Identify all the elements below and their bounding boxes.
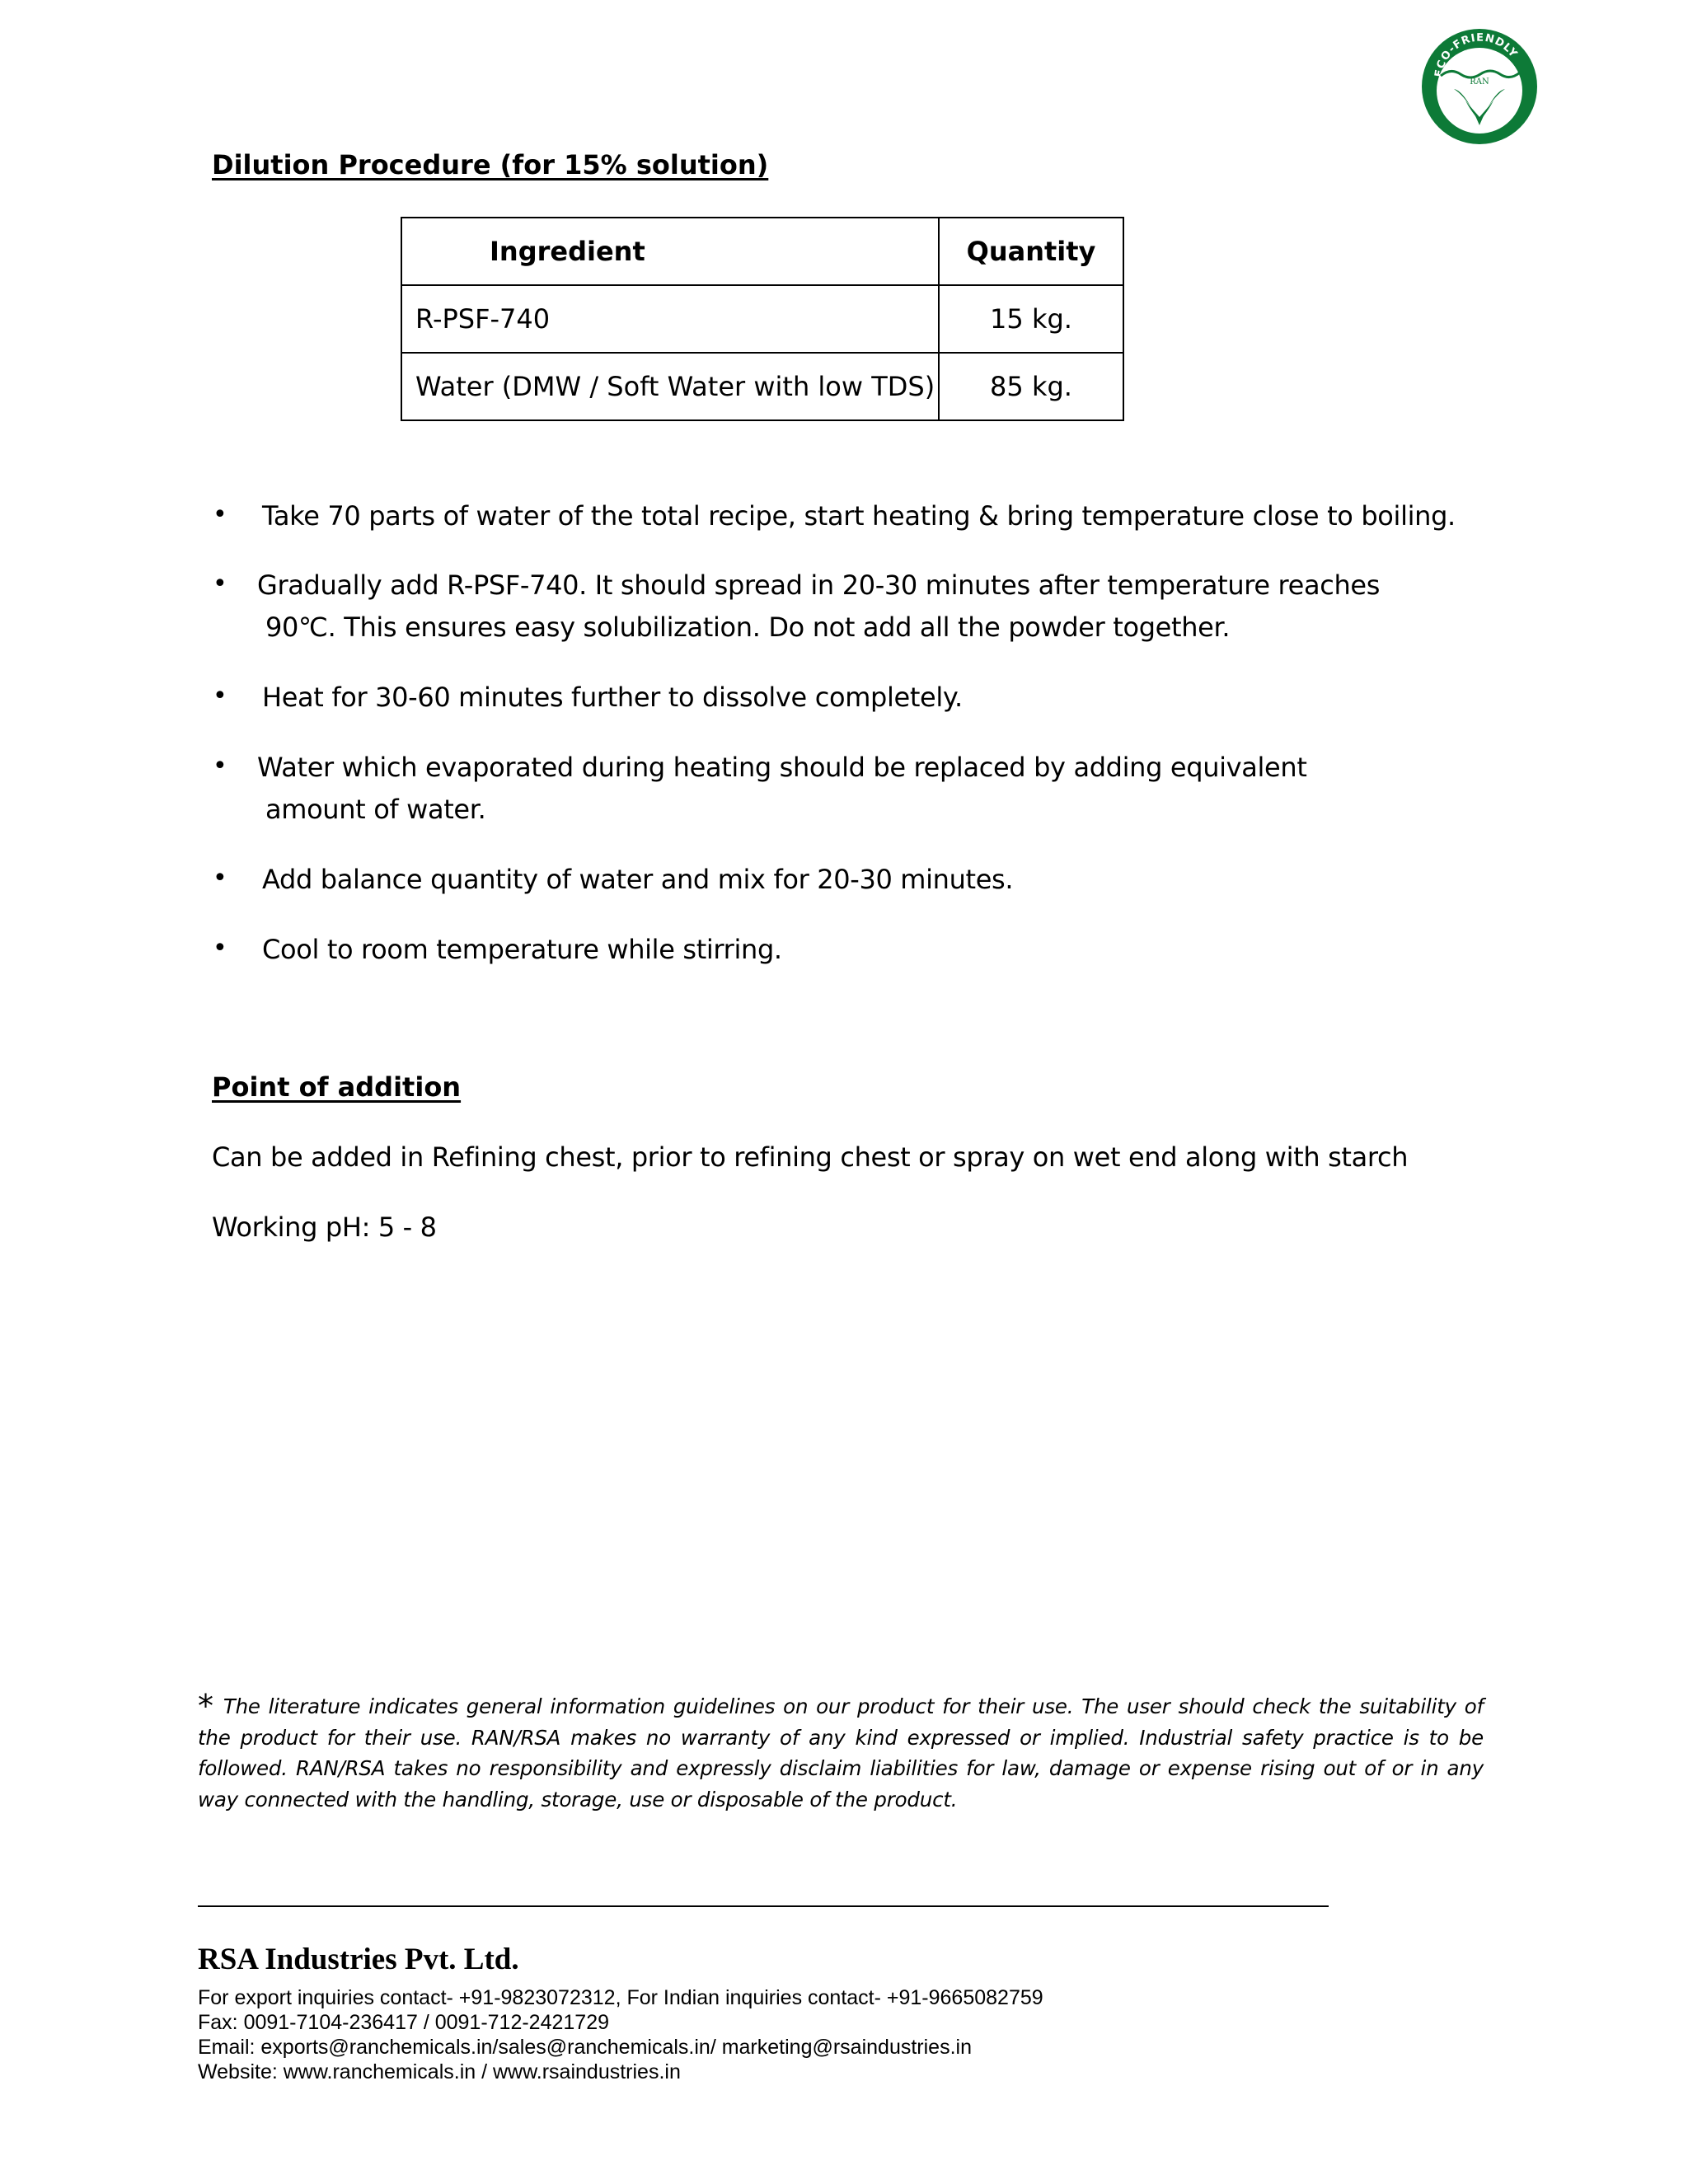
- bullet-icon: •: [213, 569, 227, 598]
- list-item: Take 70 parts of water of the total recipe, start heating & bring temperature close to boiling.: [262, 500, 1456, 532]
- disclaimer: [198, 1688, 1484, 1815]
- bullet-icon: •: [213, 682, 227, 710]
- company-name: RSA Industries Pvt. Ltd.: [198, 1943, 519, 1976]
- list-item: Add balance quantity of water and mix for 20-30 minutes.: [262, 864, 1014, 895]
- bullet-icon: •: [213, 500, 227, 529]
- asterisk-icon: *: [198, 1688, 213, 1724]
- table-cell-quantity: 85 kg.: [939, 353, 1123, 420]
- table-cell-ingredient: Water (DMW / Soft Water with low TDS): [401, 353, 939, 420]
- contact-fax: Fax: 0091-7104-236417 / 0091-712-2421729: [198, 2011, 610, 2034]
- list-item-continuation: 90℃. This ensures easy solubilization. Do not add all the powder together.: [265, 612, 1231, 643]
- list-item: Heat for 30-60 minutes further to dissolve completely.: [262, 682, 963, 713]
- table-cell-quantity: 15 kg.: [939, 285, 1123, 353]
- dilution-table: [401, 217, 1124, 421]
- list-item: Water which evaporated during heating should be replaced by adding equivalent: [257, 752, 1307, 783]
- table-header-ingredient: Ingredient: [401, 218, 939, 285]
- eco-friendly-logo: [1418, 25, 1541, 148]
- table-header-row: [401, 218, 1123, 285]
- contact-website: Website: www.ranchemicals.in / www.rsaindustries.in: [198, 2060, 681, 2083]
- list-item: Cool to room temperature while stirring.: [262, 934, 782, 965]
- disclaimer-text: The literature indicates general information guidelines on our product for their use. The user should check the suitability of the product for their use. RAN/RSA makes no warranty of any kind expressed or implied. Industrial safety practice is to be followed. RAN/RSA takes no responsibility and expressly disclaim liabilities for law, damage or expense rising out of or in any way connected with the handling, storage, use or disposable of the product.: [198, 1694, 1484, 1811]
- footer-divider: [198, 1905, 1329, 1907]
- bullet-icon: •: [213, 934, 227, 963]
- point-of-addition-text: Can be added in Refining chest, prior to refining chest or spray on wet end along with starch: [212, 1141, 1409, 1173]
- table-header-quantity: Quantity: [939, 218, 1123, 285]
- table-row: [401, 353, 1123, 420]
- table-cell-ingredient: R-PSF-740: [401, 285, 939, 353]
- contact-phones: For export inquiries contact- +91-9823072312, For Indian inquiries contact- +91-9665082759: [198, 1986, 1043, 2009]
- logo-label: ECO-FRIENDLY: [1432, 31, 1520, 78]
- bullet-icon: •: [213, 752, 227, 780]
- logo-brand: RAN: [1470, 77, 1489, 87]
- working-ph-text: Working pH: 5 - 8: [212, 1212, 437, 1243]
- table-row: [401, 285, 1123, 353]
- bullet-icon: •: [213, 864, 227, 893]
- dilution-heading: Dilution Procedure (for 15% solution): [212, 149, 769, 180]
- contact-email: Email: exports@ranchemicals.in/sales@ranchemicals.in/ marketing@rsaindustries.in: [198, 2036, 972, 2059]
- list-item: Gradually add R-PSF-740. It should spread in 20-30 minutes after temperature reaches: [257, 569, 1381, 601]
- point-of-addition-heading: Point of addition: [212, 1071, 462, 1103]
- list-item-continuation: amount of water.: [265, 794, 486, 825]
